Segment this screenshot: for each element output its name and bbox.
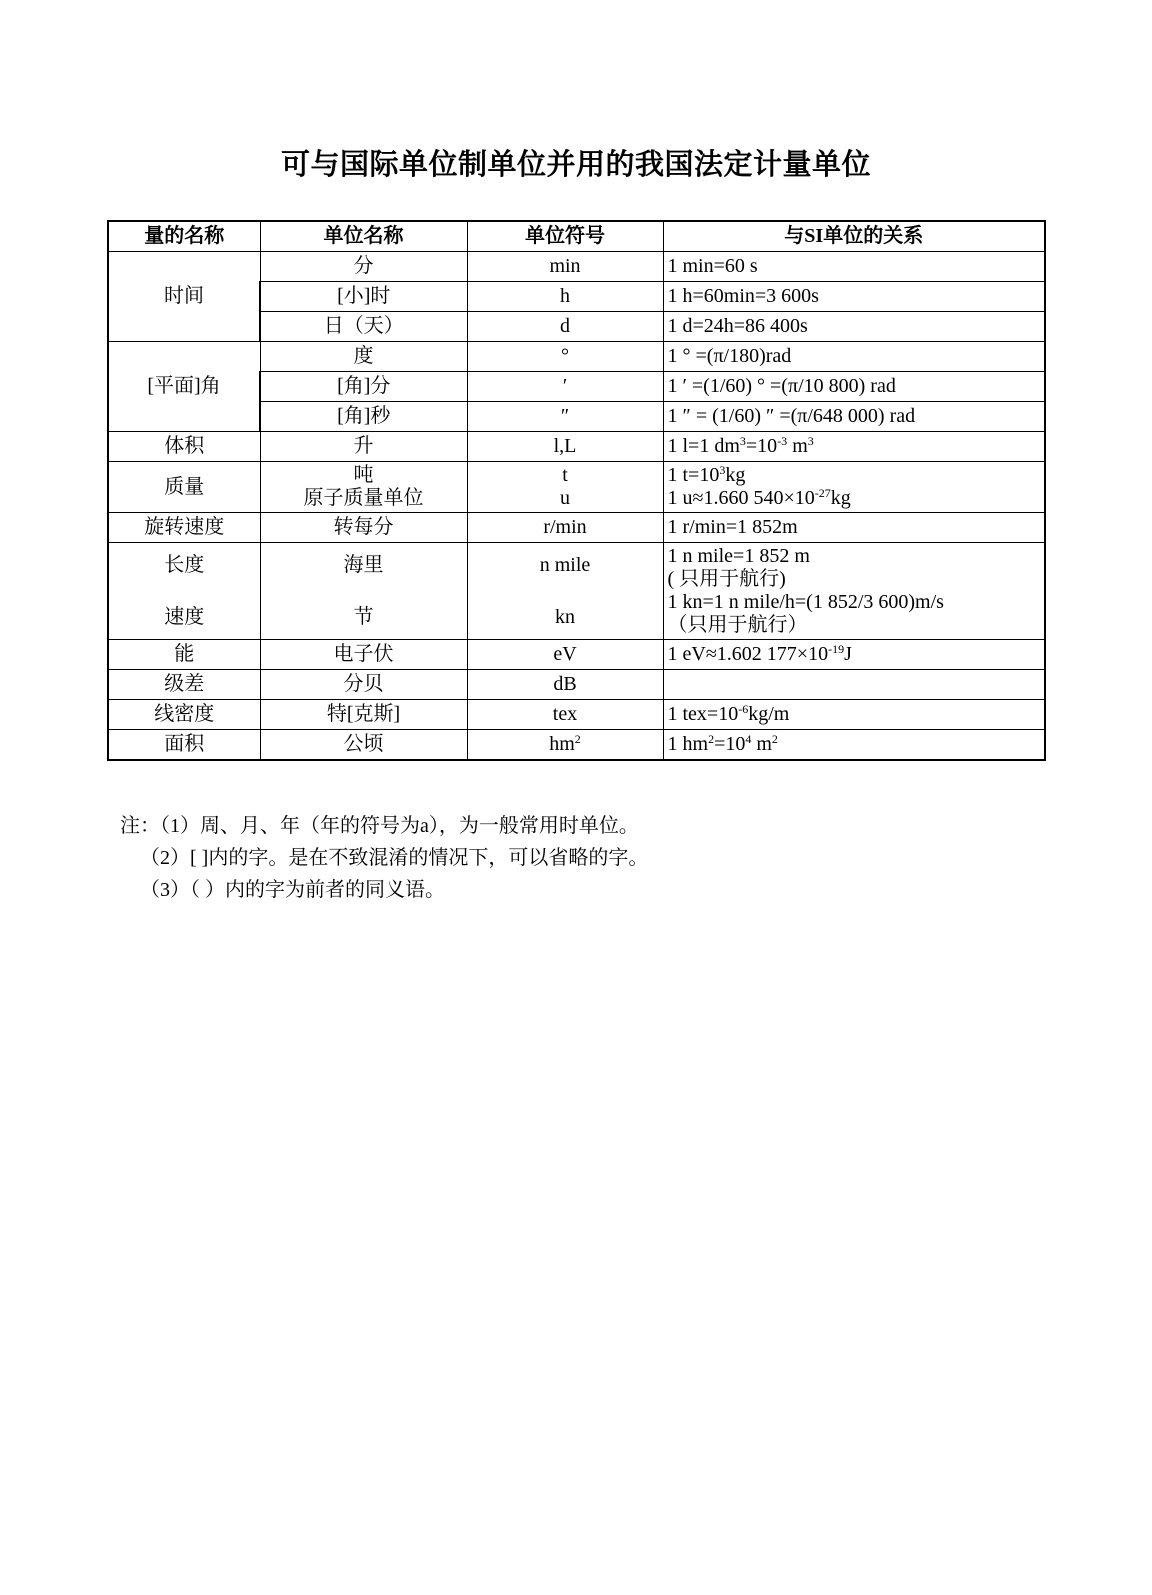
si-relation: 1 n mile=1 852 m ( 只用于航行) 1 kn=1 n mile/h=(1 852/3 600)m/s （只用于航行） [663,543,1045,640]
document-title: 可与国际单位制单位并用的我国法定计量单位 [280,149,871,181]
table-header-row [108,221,1045,252]
si-relation: 1 ° =(π/180)rad [663,342,1045,372]
unit-symbol: min [467,252,663,282]
unit-symbol: h [467,282,663,312]
header-unit-symbol: 单位符号 [467,221,663,252]
header-unit-name: 单位名称 [260,221,467,252]
units-table [107,220,1046,761]
si-relation: 1 ″ = (1/60) ″ =(π/648 000) rad [663,402,1045,432]
table-row [108,543,1045,640]
table-row [108,462,1045,513]
unit-symbol: ″ [467,402,663,432]
unit-name: 转每分 [260,513,467,543]
quantity-time: 时间 [108,252,260,342]
unit-symbol: eV [467,640,663,670]
quantity-volume: 体积 [108,432,260,462]
table-row [108,252,1045,282]
unit-symbol: ° [467,342,663,372]
table-row [108,432,1045,462]
si-relation: 1 $hm^2=10^4$ $m^2$ [663,730,1045,761]
si-relation: 1 $t=10^3kg$ 1 u≈1.660 $540\times 10^{-27}kg$ [663,462,1045,513]
unit-symbol: tex [467,700,663,730]
unit-symbol: d [467,312,663,342]
table-row [108,513,1045,543]
unit-name: [角]分 [260,372,467,402]
unit-symbol: r/min [467,513,663,543]
si-relation [663,670,1045,700]
unit-name: 分 [260,252,467,282]
note-3: （3）（ ）内的字为前者的同义语。 [140,879,445,901]
quantity-level: 级差 [108,670,260,700]
quantity-angle: [平面]角 [108,342,260,432]
note-1: 注：（1）周、月、年（年的符号为a），为一般常用时单位。 [120,815,639,837]
unit-symbol: dB [467,670,663,700]
unit-symbol: n mile kn [467,543,663,640]
si-relation: 1 ′ =(1/60) ° =(π/10 800) rad [663,372,1045,402]
table-row [108,670,1045,700]
header-quantity: 量的名称 [108,221,260,252]
unit-symbol: l,L [467,432,663,462]
si-relation: 1 l=1 $dm^3=10^{-3}$ $m^3$ [663,432,1045,462]
unit-name: 度 [260,342,467,372]
si-relation: 1 min=60 s [663,252,1045,282]
unit-name: 分贝 [260,670,467,700]
table-row [108,640,1045,670]
unit-name: 日（天） [260,312,467,342]
table-row [108,700,1045,730]
quantity-rotation: 旋转速度 [108,513,260,543]
unit-symbol: ′ [467,372,663,402]
si-relation: 1 d=24h=86 400s [663,312,1045,342]
quantity-mass: 质量 [108,462,260,513]
table-row [108,342,1045,372]
quantity-length-speed: 长度 速度 [108,543,260,640]
unit-name: 公顷 [260,730,467,761]
header-si-relation: 与SI单位的关系 [663,221,1045,252]
si-relation: 1 eV≈1.602 $177\times 10^{-19}J$ [663,640,1045,670]
quantity-area: 面积 [108,730,260,761]
unit-name: 吨 原子质量单位 [260,462,467,513]
note-2: （2）[ ]内的字。是在不致混淆的情况下，可以省略的字。 [140,847,649,869]
unit-symbol: $hm^2$ [467,730,663,761]
si-relation: 1 $tex=10^{-6}kg/m$ [663,700,1045,730]
unit-name: 电子伏 [260,640,467,670]
unit-name: [小]时 [260,282,467,312]
quantity-energy: 能 [108,640,260,670]
notes [120,810,648,906]
table-row [108,730,1045,761]
si-relation: 1 r/min=1 852m [663,513,1045,543]
unit-name: 海里 节 [260,543,467,640]
unit-symbol: t u [467,462,663,513]
si-relation: 1 h=60min=3 600s [663,282,1045,312]
unit-name: [角]秒 [260,402,467,432]
quantity-linear-density: 线密度 [108,700,260,730]
unit-name: 升 [260,432,467,462]
unit-name: 特[克斯] [260,700,467,730]
